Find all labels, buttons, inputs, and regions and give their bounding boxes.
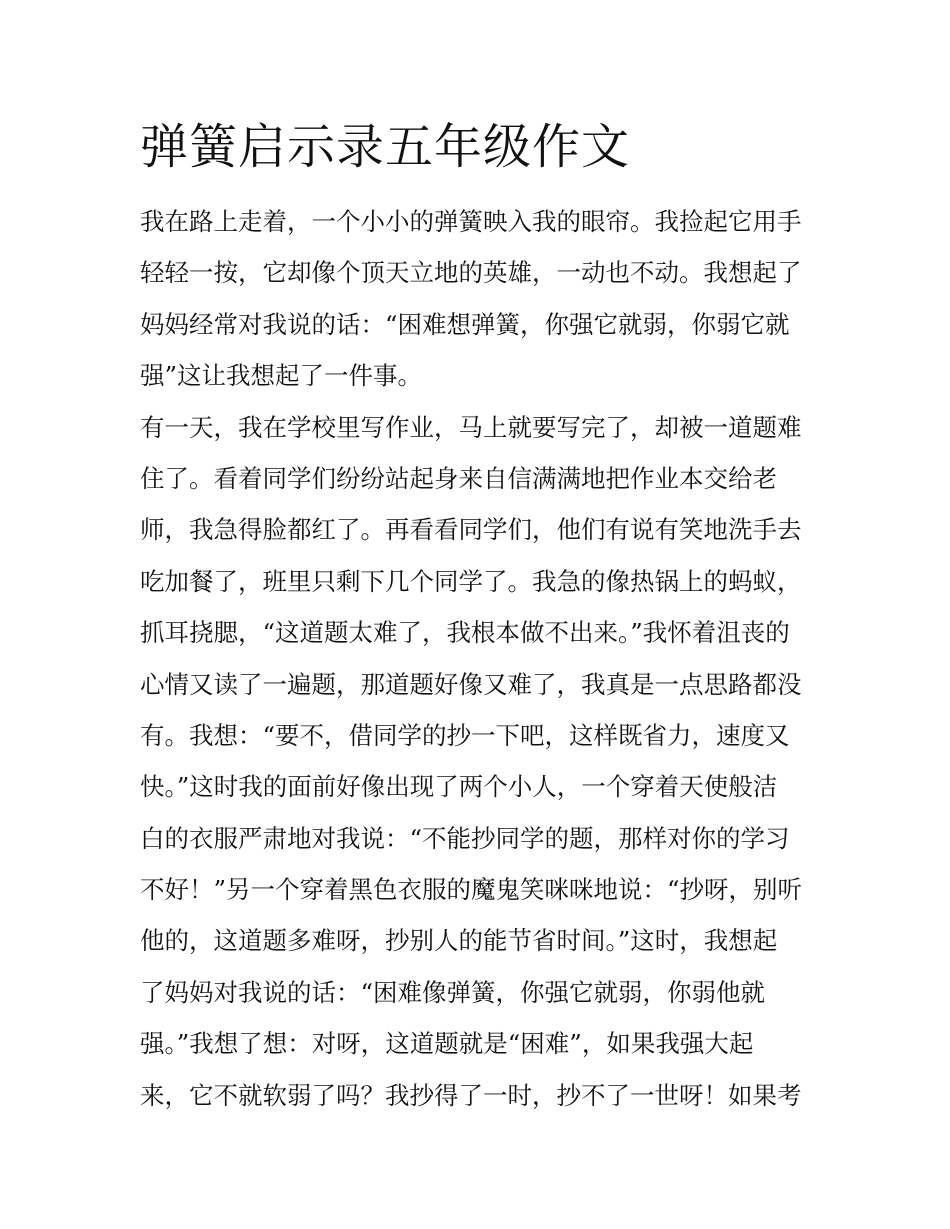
text-line: 有。我想：“要不，借同学的抄一下吧，这样既省力，速度又 (140, 720, 790, 750)
text-line: 心情又读了一遍题，那道题好像又难了，我真是一点思路都没 (140, 669, 802, 699)
text-line: 他的，这道题多难呀，抄别人的能节省时间。”这时，我想起 (140, 926, 778, 956)
text-line: 吃加餐了，班里只剩下几个同学了。我急的像热锅上的蚂蚁， (140, 566, 802, 596)
text-line: 师，我急得脸都红了。再看看同学们，他们有说有笑地洗手去 (140, 515, 802, 545)
text-line: 不好！”另一个穿着黑色衣服的魔鬼笑咪咪地说：“抄呀，别听 (140, 875, 803, 905)
text-line: 抓耳挠腮，“这道题太难了，我根本做不出来。”我怀着沮丧的 (140, 618, 790, 648)
text-line: 了妈妈对我说的话：“困难像弹簧，你强它就弱，你弱他就 (140, 977, 766, 1007)
text-line: 强。”我想了想：对呀，这道题就是“困难”，如果我强大起 (140, 1029, 754, 1059)
document-title: 弹簧启示录五年级作文 (140, 119, 631, 175)
text-line: 来，它不就软弱了吗？我抄得了一时，抄不了一世呀！如果考 (140, 1080, 802, 1110)
text-line: 妈妈经常对我说的话：“困难想弹簧，你强它就弱，你弱它就 (140, 309, 790, 339)
text-line: 强”这让我想起了一件事。 (140, 361, 423, 391)
text-line: 快。”这时我的面前好像出现了两个小人，一个穿着天使般洁 (140, 772, 778, 802)
text-line: 我在路上走着，一个小小的弹簧映入我的眼帘。我捡起它用手 (140, 207, 802, 236)
document-body (140, 196, 820, 1121)
text-line: 有一天，我在学校里写作业，马上就要写完了，却被一道题难 (140, 412, 802, 442)
text-line: 轻轻一按，它却像个顶天立地的英雄，一动也不动。我想起了 (140, 258, 802, 288)
text-line: 住了。看着同学们纷纷站起身来自信满满地把作业本交给老 (140, 463, 777, 493)
text-line: 白的衣服严肃地对我说：“不能抄同学的题，那样对你的学习 (140, 823, 790, 853)
